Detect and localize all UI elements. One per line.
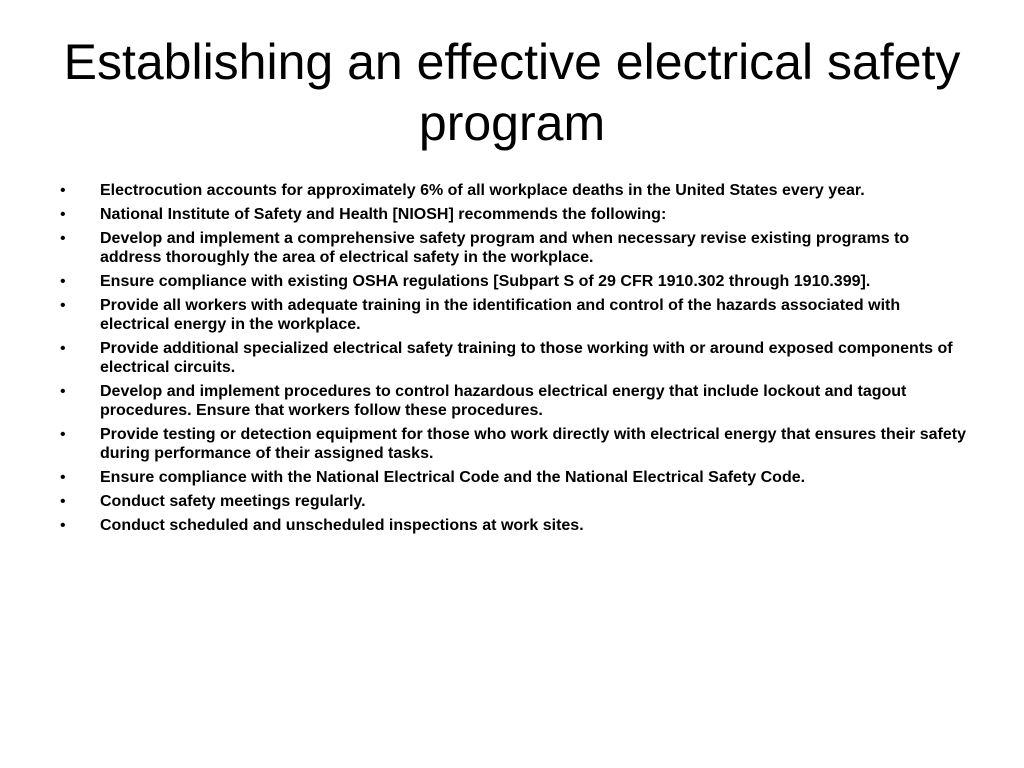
slide-title: Establishing an effective electrical safety program — [63, 34, 961, 151]
bullet-icon: • — [60, 493, 66, 510]
bullet-icon: • — [60, 469, 66, 486]
bullet-item — [58, 382, 968, 420]
bullet-item — [58, 516, 968, 535]
bullet-text: Provide all workers with adequate training in the identification and control of the hazards associated with electrical energy in the workplace. — [100, 297, 901, 333]
bullet-icon: • — [60, 426, 66, 443]
bullet-text: Electrocution accounts for approximately 6% of all workplace deaths in the United States every year. — [100, 182, 865, 199]
bullet-item — [58, 468, 968, 487]
bullet-text: Conduct safety meetings regularly. — [100, 493, 366, 510]
bullet-text: Develop and implement a comprehensive safety program and when necessary revise existing programs to address thoroughly the area of electrical safety in the workplace. — [100, 230, 910, 266]
bullet-icon: • — [60, 182, 66, 199]
bullet-text: National Institute of Safety and Health [NIOSH] recommends the following: — [100, 206, 667, 223]
bullet-icon: • — [60, 206, 66, 223]
bullet-icon: • — [60, 340, 66, 357]
bullet-icon: • — [60, 230, 66, 247]
bullet-icon: • — [60, 517, 66, 534]
bullet-item — [58, 229, 968, 267]
bullet-item — [58, 425, 968, 463]
bullet-icon: • — [60, 383, 66, 400]
bullet-list — [58, 181, 968, 540]
bullet-item — [58, 339, 968, 377]
bullet-text: Develop and implement procedures to control hazardous electrical energy that include lockout and tagout procedures. Ensure that workers follow these procedures. — [100, 383, 907, 419]
bullet-text: Conduct scheduled and unscheduled inspections at work sites. — [100, 517, 584, 534]
bullet-item — [58, 272, 968, 291]
bullet-item — [58, 296, 968, 334]
bullet-icon: • — [60, 297, 66, 314]
bullet-item — [58, 205, 968, 224]
bullet-text: Provide additional specialized electrical safety training to those working with or around exposed components of electrical circuits. — [100, 340, 953, 376]
bullet-text: Provide testing or detection equipment for those who work directly with electrical energy that ensures their safety during performance of their assigned tasks. — [100, 426, 966, 462]
bullet-text: Ensure compliance with the National Electrical Code and the National Electrical Safety Code. — [100, 469, 806, 486]
bullet-item — [58, 181, 968, 200]
bullet-text: Ensure compliance with existing OSHA regulations [Subpart S of 29 CFR 1910.302 through 1910.399]. — [100, 273, 871, 290]
bullet-item — [58, 492, 968, 511]
bullet-icon: • — [60, 273, 66, 290]
